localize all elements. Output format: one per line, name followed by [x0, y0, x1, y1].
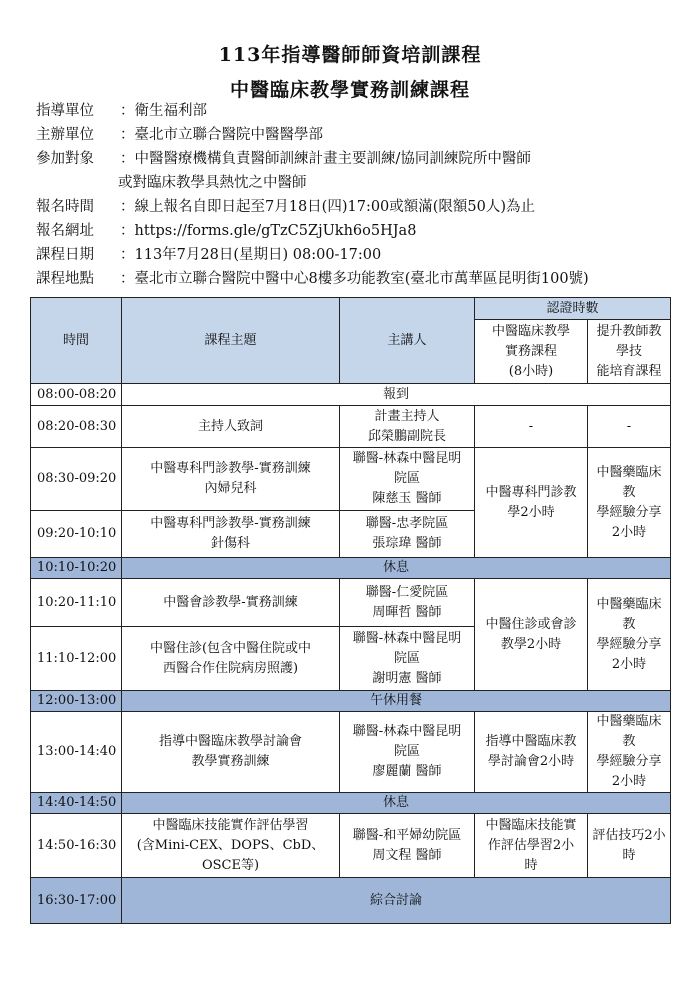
row-topic: 中醫專科門診教學-實務訓練 針傷科: [122, 511, 340, 558]
row-band-label: 休息: [122, 558, 671, 579]
row-time: 14:40-14:50: [31, 793, 122, 814]
table-row-break: [31, 793, 671, 814]
header-time: 時間: [31, 298, 122, 384]
row-band-label: 午休用餐: [122, 691, 671, 712]
info-value: 線上報名自即日起至7月18日(四)17:00或額滿(限額50人)為止: [134, 199, 536, 215]
header-cert-clinical: 中醫臨床教學 實務課程 (8小時): [475, 320, 588, 384]
registration-link[interactable]: https://forms.gle/gTzC5ZjUkh6o5HJa8: [134, 223, 417, 239]
info-registration-url: [36, 220, 416, 242]
info-course-location: [36, 268, 589, 290]
row-band-label: 休息: [122, 793, 671, 814]
info-organizer-host: [36, 124, 323, 146]
info-value: 衛生福利部: [134, 103, 207, 119]
page-title: 113年指導醫師師資培訓課程: [218, 44, 482, 66]
row-cert-teaching: 評估技巧2小時: [588, 814, 671, 878]
info-label: 主辦單位: [36, 127, 94, 143]
row-cert-teaching: 中醫藥臨床教 學經驗分享 2小時: [588, 712, 671, 793]
info-label: 指導單位: [36, 103, 94, 119]
table-row: [31, 384, 671, 406]
row-topic: 中醫住診(包含中醫住院或中 西醫合作住院病房照護): [122, 627, 340, 691]
row-time: 10:10-10:20: [31, 558, 122, 579]
row-topic: 中醫臨床技能實作評估學習 (含Mini-CEX、DOPS、CbD、 OSCE等): [122, 814, 340, 878]
info-label: 報名時間: [36, 199, 94, 215]
row-time: 11:10-12:00: [31, 627, 122, 691]
table-row-break: [31, 558, 671, 579]
row-speaker: 聯醫-林森中醫昆明 院區 陳慈玉 醫師: [340, 448, 475, 511]
row-cert-teaching: 中醫藥臨床教 學經驗分享 2小時: [588, 448, 671, 558]
row-speaker: 聯醫-林森中醫昆明 院區 謝明憲 醫師: [340, 627, 475, 691]
info-colon: ：: [120, 127, 135, 143]
info-colon: ：: [120, 103, 135, 119]
table-row: [31, 814, 671, 878]
row-speaker: 聯醫-忠孝院區 張琮瑋 醫師: [340, 511, 475, 558]
info-label: 參加對象: [36, 151, 94, 167]
info-value: 中醫醫療機構負責醫師訓練計畫主要訓練/協同訓練院所中醫師: [134, 151, 531, 167]
table-row: [31, 579, 671, 627]
info-course-date: [36, 244, 381, 266]
row-cert-clinical: 中醫專科門診教 學2小時: [475, 448, 588, 558]
row-speaker: 聯醫-林森中醫昆明 院區 廖麗蘭 醫師: [340, 712, 475, 793]
info-label: 課程日期: [36, 247, 94, 263]
row-topic: 中醫會診教學-實務訓練: [122, 579, 340, 627]
table-row: [31, 448, 671, 511]
row-cert-teaching: -: [588, 406, 671, 448]
row-time: 14:50-16:30: [31, 814, 122, 878]
row-topic: 指導中醫臨床教學討論會 教學實務訓練: [122, 712, 340, 793]
schedule-table: [30, 297, 671, 924]
info-registration-time: [36, 196, 535, 218]
row-topic: 中醫專科門診教學-實務訓練 內婦兒科: [122, 448, 340, 511]
info-audience: [36, 148, 531, 170]
table-row: [31, 406, 671, 448]
row-time: 09:20-10:10: [31, 511, 122, 558]
table-row-discussion: [31, 878, 671, 924]
row-time: 10:20-11:10: [31, 579, 122, 627]
info-colon: ：: [120, 223, 135, 239]
info-label: 報名網址: [36, 223, 94, 239]
row-cert-clinical: 中醫住診或會診 教學2小時: [475, 579, 588, 691]
row-band-label: 報到: [122, 384, 671, 406]
info-colon: ：: [120, 199, 135, 215]
row-time: 12:00-13:00: [31, 691, 122, 712]
info-value: 113年7月28日(星期日) 08:00-17:00: [134, 247, 382, 263]
header-cert-teaching: 提升教師教學技 能培育課程: [588, 320, 671, 384]
info-value: 臺北市立聯合醫院中醫中心8樓多功能教室(臺北市萬華區昆明街100號): [134, 271, 589, 287]
row-time: 08:20-08:30: [31, 406, 122, 448]
row-time: 16:30-17:00: [31, 878, 122, 924]
row-cert-clinical: -: [475, 406, 588, 448]
row-speaker: 聯醫-和平婦幼院區 周文程 醫師: [340, 814, 475, 878]
row-band-label: 綜合討論: [122, 878, 671, 924]
page-subtitle: 中醫臨床教學實務訓練課程: [229, 79, 470, 101]
info-organizer-guide: [36, 100, 207, 122]
header-topic: 課程主題: [122, 298, 340, 384]
info-label: 課程地點: [36, 271, 94, 287]
info-value: 臺北市立聯合醫院中醫醫學部: [134, 127, 323, 143]
info-audience-line2: 或對臨床教學具熱忱之中醫師: [118, 175, 307, 191]
row-time: 08:00-08:20: [31, 384, 122, 406]
header-certification-hours: 認證時數: [475, 298, 671, 320]
row-topic: 主持人致詞: [122, 406, 340, 448]
table-row-break: [31, 691, 671, 712]
header-speaker: 主講人: [340, 298, 475, 384]
row-speaker: 計畫主持人 邱榮鵬副院長: [340, 406, 475, 448]
info-colon: ：: [120, 151, 135, 167]
info-colon: ：: [120, 271, 135, 287]
row-cert-clinical: 指導中醫臨床教 學討論會2小時: [475, 712, 588, 793]
table-row: [31, 712, 671, 793]
row-speaker: 聯醫-仁愛院區 周暉哲 醫師: [340, 579, 475, 627]
row-time: 08:30-09:20: [31, 448, 122, 511]
row-cert-teaching: 中醫藥臨床教 學經驗分享 2小時: [588, 579, 671, 691]
info-colon: ：: [120, 247, 135, 263]
row-cert-clinical: 中醫臨床技能實 作評估學習2小 時: [475, 814, 588, 878]
row-time: 13:00-14:40: [31, 712, 122, 793]
